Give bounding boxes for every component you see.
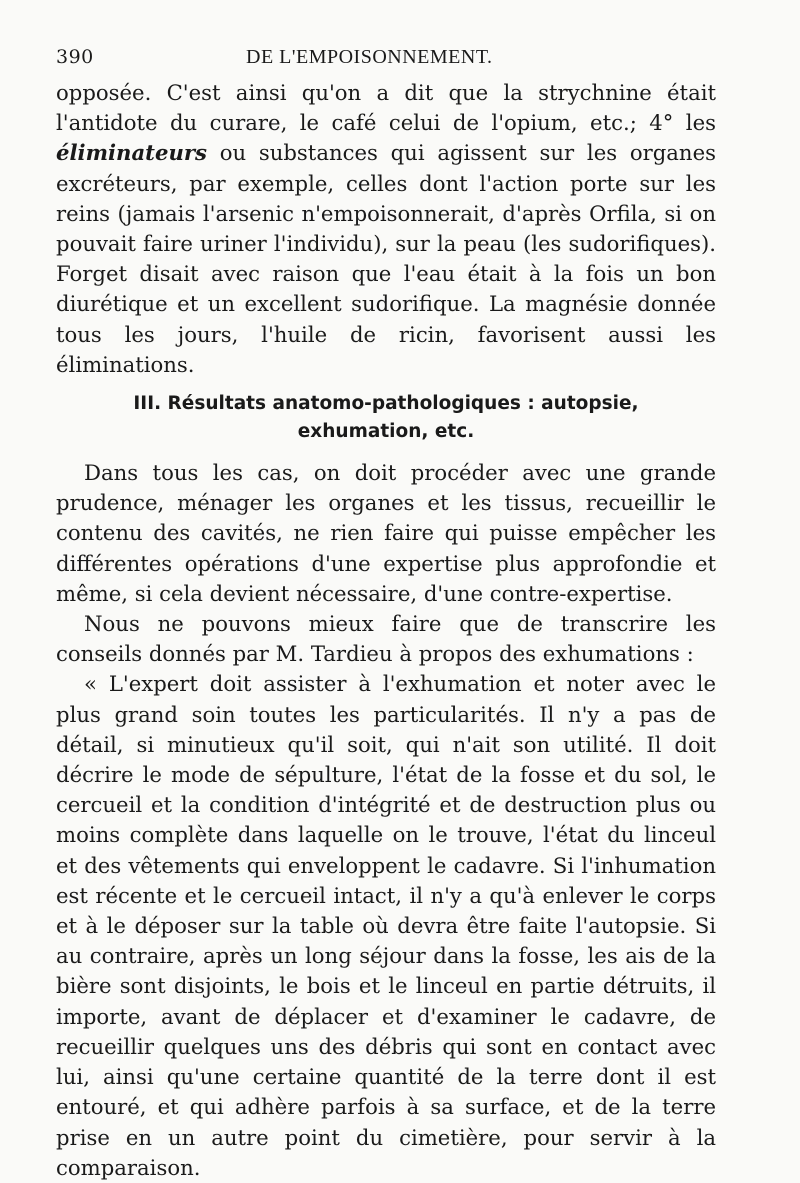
section-heading: III. Résultats anatomo-pathologiques : autopsie, exhumation, etc. xyxy=(133,393,639,443)
page-number: 390 xyxy=(56,46,94,68)
running-header xyxy=(56,46,716,78)
body-text xyxy=(56,78,716,1183)
paragraph-prudence: Dans tous les cas, on doit procéder avec une grande prudence, ménager les organes et les tissus, recueillir le contenu des cavités, ne rien faire qui puisse empêcher les différentes opérations d'une expertise plus approfondie et même, si cela devient nécessaire, d'une contre-expertise. xyxy=(56,460,716,606)
paragraph-quotation: « L'expert doit assister à l'exhumation et noter avec le plus grand soin toutes les particularités. Il n'y a pas de détail, si minutieux qu'il soit, qui n'ait son utilité. Il doit décrire le mode de sépulture, l'état de la fosse et du sol, le cercueil et la condition d'intégrité et de destruction plus ou moins complète dans laquelle on le trouve, l'état du linceul et des vêtements qui enveloppent le cadavre. Si l'inhumation est récente et le cercueil intact, il n'y a qu'à enlever le corps et à le déposer sur la table où devra être faite l'autopsie. Si au contraire, après un long séjour dans la fosse, les ais de la bière sont disjoints, le bois et le linceul en partie détruits, il importe, avant de déplacer et d'examiner le cadavre, de recueillir quelques uns des débris qui sont en contact avec lui, ainsi qu'une certaine quantité de la terre dont il est entouré, et qui adhère parfois à sa surface, et de la terre prise en un autre point du cimetière, pour servir à la comparaison. xyxy=(56,671,716,1180)
running-title: DE L'EMPOISONNEMENT. xyxy=(246,46,493,68)
emphasized-term: éliminateurs xyxy=(56,140,207,166)
paragraph-eliminateurs xyxy=(56,78,716,380)
paragraph-text: opposée. C'est ainsi qu'on a dit que la strychnine était l'antidote du curare, le café celui de l'opium, etc.; 4° les xyxy=(56,80,716,136)
paragraph-text: ou substances qui agissent sur les organes excréteurs, par exemple, celles dont l'action porte sur les reins (jamais l'arsenic n'empoisonnerait, d'après Orfila, si on pouvait faire uriner l'individu), sur la peau (les sudorifiques). Forget disait avec raison que l'eau était à la fois un bon diurétique et un excellent sudorifique. La magnésie donnée tous les jours, l'huile de ricin, favorisent aussi les éliminations. xyxy=(56,140,716,377)
book-page xyxy=(56,46,716,1183)
paragraph-tardieu-intro: Nous ne pouvons mieux faire que de transcrire les conseils donnés par M. Tardieu à propos des exhumations : xyxy=(56,611,716,667)
